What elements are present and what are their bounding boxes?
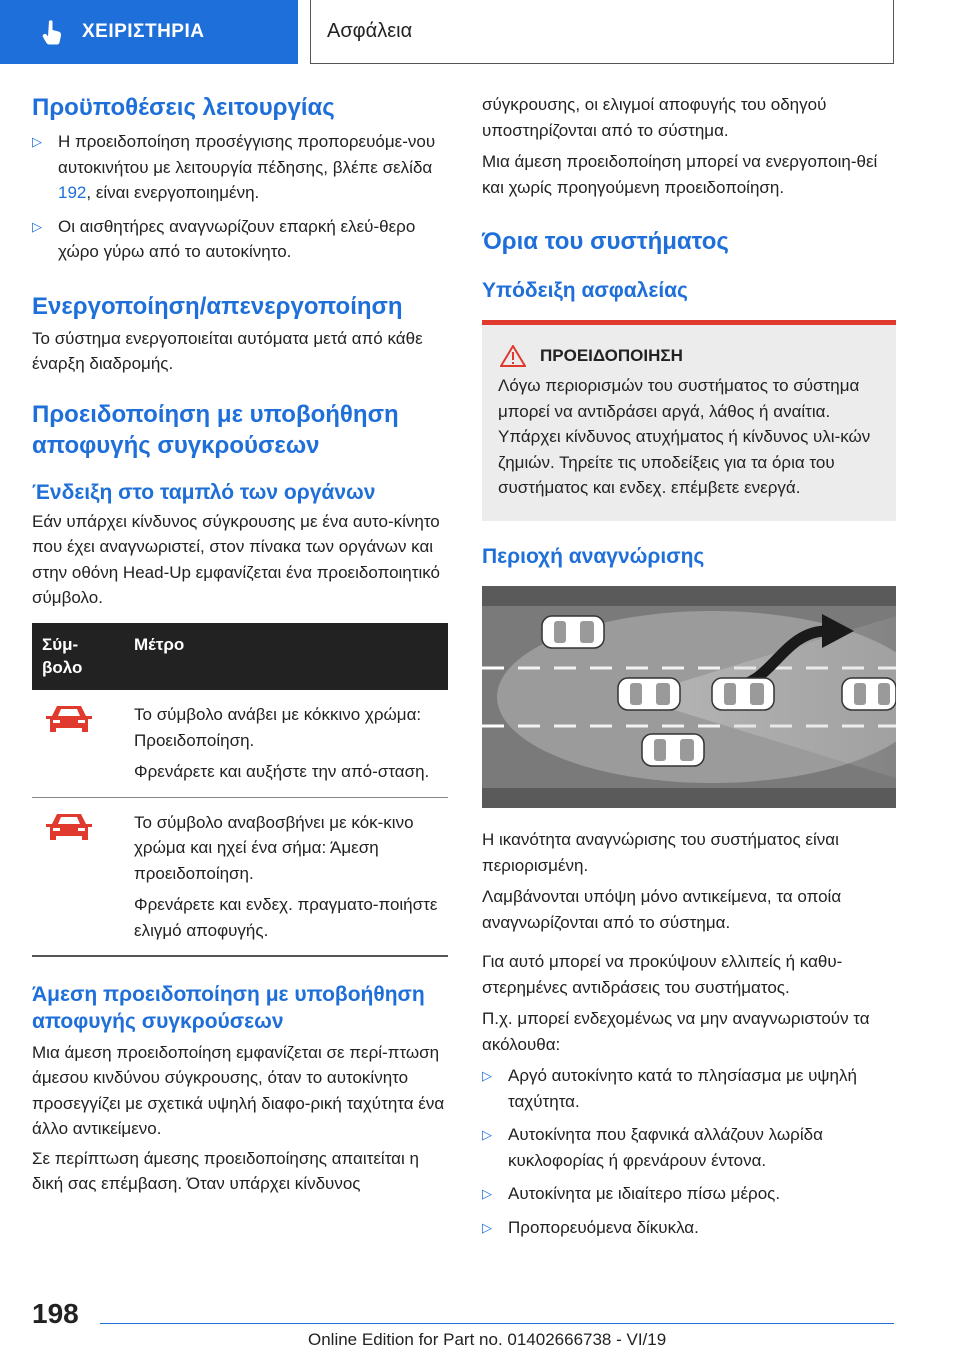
- list-item: ▷ Αυτοκίνητα με ιδιαίτερο πίσω μέρος.: [482, 1181, 896, 1207]
- page-link[interactable]: 192: [58, 183, 87, 203]
- symbol-table: [32, 623, 448, 958]
- list-item: ▷ Αργό αυτοκίνητο κατά το πλησίασμα με υψηλή ταχύτητα.: [482, 1063, 896, 1114]
- red-car-icon: [42, 702, 96, 738]
- left-column: [32, 92, 448, 1197]
- detection-text-2: Λαμβάνονται υπόψη μόνο αντικείμενα, τα οποία αναγνωρίζονται από το σύστημα.: [482, 887, 842, 932]
- warning-box: [482, 320, 896, 521]
- continuation-text-1: σύγκρουσης, οι ελιγμοί αποφυγής του οδηγού υποστηρίζονται από το σύστημα.: [482, 95, 827, 140]
- table-row: Το σύμβολο ανάβει με κόκκινο χρώμα: Προειδοποίηση. Φρενάρετε και αυξήστε την από-σταση.: [32, 690, 448, 797]
- bullet-triangle-icon: ▷: [482, 1127, 492, 1143]
- pointing-hand-icon: [40, 18, 68, 46]
- warning-title: ΠΡΟΕΙΔΟΠΟΙΗΣΗ: [540, 346, 683, 366]
- detection-text-1: Η ικανότητα αναγνώρισης του συστήματος είναι περιορισμένη.: [482, 830, 839, 875]
- page-number: 198: [32, 1298, 79, 1329]
- heading-requirements: Προϋποθέσεις λειτουργίας: [32, 94, 335, 121]
- detection-text-4: Π.χ. μπορεί ενδεχομένως να μην αναγνωριστούν τα ακόλουθα:: [482, 1009, 870, 1054]
- continuation-text-2: Μια άμεση προειδοποίηση μπορεί να ενεργοποιη-θεί και χωρίς προηγούμενη προειδοποίηση.: [482, 152, 878, 197]
- heading-activation: Ενεργοποίηση/απενεργοποίηση: [32, 292, 403, 320]
- bullet-triangle-icon: ▷: [482, 1186, 492, 1202]
- heading-limits: Όρια του συστήματος: [482, 228, 729, 255]
- flashing-red-car-icon: [42, 810, 96, 846]
- chapter-tab[interactable]: [0, 0, 298, 64]
- table-header-measure: Μέτρο: [124, 623, 448, 691]
- detection-area-illustration: [482, 586, 896, 808]
- detection-text-3: Για αυτό μπορεί να προκύψουν ελλιπείς ή καθυ-στερημένες αντιδράσεις του συστήματος.: [482, 952, 843, 997]
- chapter-title: ΧΕΙΡΙΣΤΗΡΙΑ: [82, 21, 205, 42]
- list-item: ▷ Οι αισθητήρες αναγνωρίζουν επαρκή ελεύ-θερο χώρο γύρω από το αυτοκίνητο.: [32, 214, 448, 265]
- bullet-triangle-icon: ▷: [32, 218, 42, 234]
- warning-triangle-icon: [500, 345, 526, 367]
- warning-text: Λόγω περιορισμών του συστήματος το σύστημα μπορεί να αντιδράσει αργά, λάθος ή αναίτια. Υπάρχει κίνδυνος ατυχήματος ή κίνδυνος υλι-κών ζημιών. Τηρείτε τις υποδείξεις για τα όρια του συστήματος και ενδεχ. επέμβετε ενεργά.: [498, 376, 871, 498]
- table-header-symbol: Σύμ-βολο: [32, 623, 124, 691]
- right-column: [482, 92, 896, 1240]
- edition-footer: Online Edition for Part no. 01402666738 - VI/19: [308, 1330, 667, 1349]
- immediate-text-2: Σε περίπτωση άμεσης προειδοποίησης απαιτείται η δική σας επέμβαση. Όταν υπάρχει κίνδυνος: [32, 1148, 419, 1194]
- heading-safety: Υπόδειξη ασφαλείας: [482, 279, 688, 303]
- bullet-triangle-icon: ▷: [482, 1068, 492, 1084]
- heading-warning: Προειδοποίηση με υποβοήθηση αποφυγής συγκρούσεων: [32, 400, 399, 460]
- list-item: ▷ Προπορευόμενα δίκυκλα.: [482, 1215, 896, 1241]
- table-row: Το σύμβολο αναβοσβήνει με κόκ-κινο χρώμα και ηχεί ένα σήμα: Άμεση προειδοποίηση. Φρενάρετε και ενδεχ. πραγματο-ποιήστε ελιγμό αποφυγής.: [32, 797, 448, 956]
- footer-divider: [100, 1323, 894, 1324]
- activation-text: Το σύστημα ενεργοποιείται αυτόματα μετά από κάθε έναρξη διαδρομής.: [32, 328, 423, 374]
- section-title: Ασφάλεια: [310, 0, 894, 64]
- heading-display: Ένδειξη στο ταμπλό των οργάνων: [32, 481, 376, 505]
- heading-detection: Περιοχή αναγνώρισης: [482, 544, 705, 568]
- bullet-triangle-icon: ▷: [32, 134, 42, 150]
- bullet-triangle-icon: ▷: [482, 1219, 492, 1235]
- immediate-text-1: Μια άμεση προειδοποίηση εμφανίζεται σε περί-πτωση άμεσου κινδύνου σύγκρουσης, όταν το αυτοκίνητο προσεγγίζει με σχετικά υψηλή διαφο-ρική ταχύτητα ένα άλλο αντικείμενο.: [32, 1042, 445, 1139]
- list-item: ▷ Αυτοκίνητα που ξαφνικά αλλάζουν λωρίδα κυκλοφορίας ή φρενάρουν έντονα.: [482, 1122, 896, 1173]
- heading-immediate: Άμεση προειδοποίηση με υποβοήθηση αποφυγής συγκρούσεων: [32, 983, 425, 1034]
- list-item: ▷ Η προειδοποίηση προσέγγισης προπορευόμε-νου αυτοκινήτου με λειτουργία πέδησης, βλέπε σελίδα 192, είναι ενεργοποιημένη.: [32, 129, 448, 206]
- display-text: Εάν υπάρχει κίνδυνος σύγκρουσης με ένα αυτο-κίνητο που έχει αναγνωριστεί, στον πίνακα των οργάνων και στην οθόνη Head-Up εμφανίζεται ένα προειδοποιητικό σύμβολο.: [32, 511, 440, 608]
